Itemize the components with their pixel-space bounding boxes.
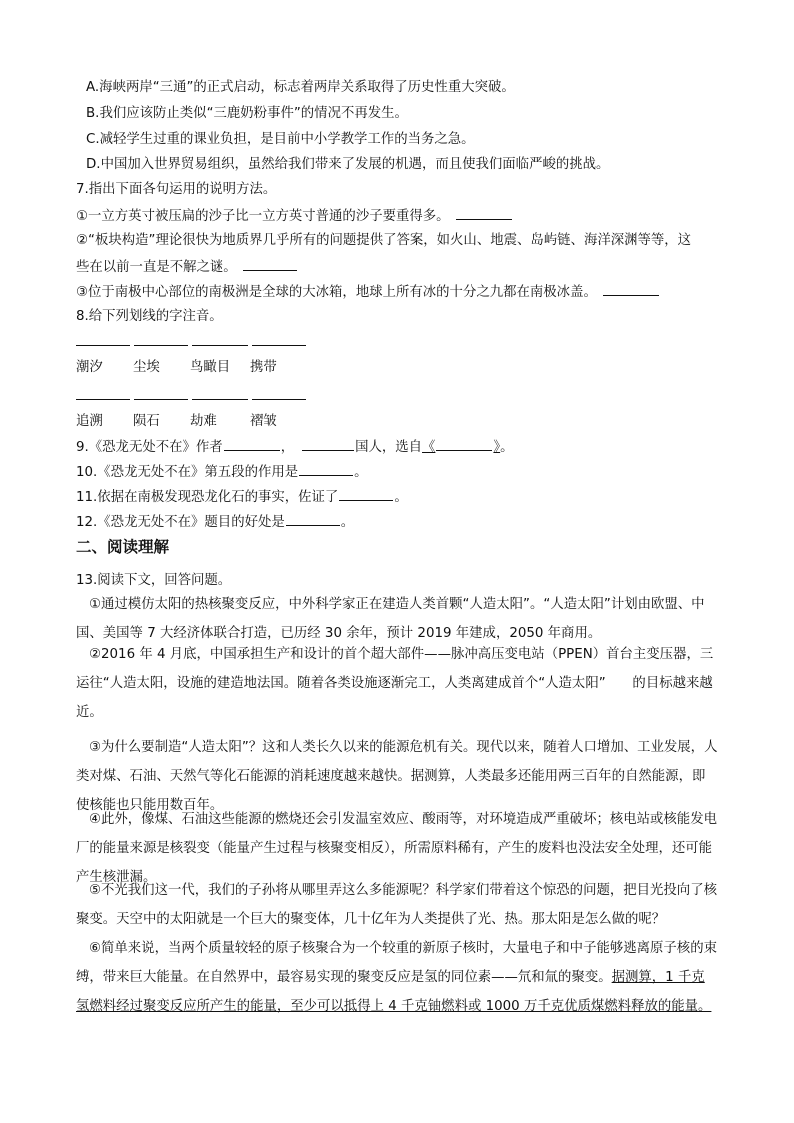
q6-option-a: A.海峡两岸“三通”的正式启动，标志着两岸关系取得了历史性重大突破。 xyxy=(86,80,515,95)
pinyin-blank[interactable] xyxy=(134,399,188,400)
question-9: 9.《恐龙无处不在》作者 ， 国人，选自《 》。 xyxy=(76,437,514,458)
underlined-sentence: 据测算，1 千克氢燃料经过聚变反应所产生的能量，至少可以抵得上 4 千克铀燃料或 1000 万千克优质煤燃料释放的能量。 xyxy=(76,970,712,1014)
q8-word: 鸟瞰目 xyxy=(190,360,231,375)
answer-blank[interactable] xyxy=(224,437,280,451)
q6-option-b: B.我们应该防止类似“三鹿奶粉事件”的情况不再发生。 xyxy=(86,106,408,121)
q6-option-c: C.减轻学生过重的课业负担，是目前中小学教学工作的当务之急。 xyxy=(86,132,475,147)
q13-paragraph-3: ③为什么要制造“人造太阳”？这和人类长久以来的能源危机有关。现代以来，随着人口增加、工业发展，人类对煤、石油、天然气等化石能源的消耗速度越来越快。据测算，人类最多还能用两三百年的自然能源，即使核能也只能用数百年。 xyxy=(76,740,718,813)
q8-word: 追溯 xyxy=(76,414,103,429)
pinyin-blank[interactable] xyxy=(192,399,248,400)
answer-blank[interactable] xyxy=(286,512,340,526)
pinyin-blank[interactable] xyxy=(192,345,248,346)
pinyin-blank[interactable] xyxy=(252,399,306,400)
q13-paragraph-6: ⑥简单来说，当两个质量较轻的原子核聚合为一个较重的新原子核时，大量电子和中子能够逃离原子核的束缚，带来巨大能量。在自然界中，最容易实现的聚变反应是氢的同位素——氘和氚的聚变。据测算，1 千克氢燃料经过聚变反应所产生的能量，至少可以抵得上 4 千克铀燃料或 1000 万千克优质煤燃料释放的能量。 xyxy=(76,941,717,1014)
q8-prompt: 8.给下列划线的字注音。 xyxy=(76,309,223,324)
q8-word: 陨石 xyxy=(133,414,160,429)
section-heading-reading: 二、阅读理解 xyxy=(76,538,170,556)
answer-blank[interactable] xyxy=(299,462,353,476)
q7-sentence-3: ③位于南极中心部位的南极洲是全球的大冰箱，地球上所有冰的十分之九都在南极冰盖。 xyxy=(76,282,660,303)
q7-sentence-1: ①一立方英寸被压扁的沙子比一立方英寸普通的沙子要重得多。 xyxy=(76,206,513,227)
answer-blank[interactable] xyxy=(436,437,492,451)
pinyin-blank[interactable] xyxy=(76,345,130,346)
q13-paragraph-1: ①通过模仿太阳的热核聚变反应，中外科学家正在建造人类首颗“人造太阳”。“人造太阳”计划由欧盟、中国、美国等 7 大经济体联合打造，已历经 30 余年，预计 2019 年建成，2050 年商用。 xyxy=(76,597,705,641)
pinyin-blank[interactable] xyxy=(76,399,130,400)
q6-option-d: D.中国加入世界贸易组织，虽然给我们带来了发展的机遇，而且使我们面临严峻的挑战。 xyxy=(86,157,610,172)
q8-word: 褶皱 xyxy=(250,414,277,429)
q7-prompt: 7.指出下面各句运用的说明方法。 xyxy=(76,182,277,197)
q8-word: 携带 xyxy=(250,360,277,375)
answer-blank[interactable] xyxy=(302,437,354,451)
q7-sentence-2-line-2: 些在以前一直是不解之谜。 xyxy=(76,257,298,278)
answer-blank[interactable] xyxy=(456,206,512,220)
q8-word: 尘埃 xyxy=(133,360,160,375)
q13-paragraph-5: ⑤不光我们这一代，我们的子孙将从哪里弄这么多能源呢？科学家们带着这个惊恐的问题，把目光投向了核聚变。天空中的太阳就是一个巨大的聚变体，几十亿年为人类提供了光、热。那太阳是怎么做的呢？ xyxy=(76,883,717,927)
q13-paragraph-4: ④此外，像煤、石油这些能源的燃烧还会引发温室效应、酸雨等，对环境造成严重破坏；核电站或核能发电厂的能量来源是核裂变（能量产生过程与核聚变相反），所需原料稀有，产生的废料也没法安全处理，还可能产生核泄漏。 xyxy=(76,812,717,885)
q13-paragraph-2: ②2016 年 4 月底，中国承担生产和设计的首个超大部件——脉冲高压变电站（PPEN）首台主变压器，三运往“人造太阳，设施的建造地法国。随着各类设施逐渐完工，人类离建成首个“人造太阳” 的目标越来越近。 xyxy=(76,647,714,720)
question-12: 12.《恐龙无处不在》题目的好处是 。 xyxy=(76,512,354,533)
pinyin-blank[interactable] xyxy=(134,345,188,346)
question-11: 11.依据在南极发现恐龙化石的事实，佐证了 。 xyxy=(76,487,408,508)
q13-prompt: 13.阅读下文，回答问题。 xyxy=(76,573,232,588)
q8-word: 劫难 xyxy=(190,414,217,429)
q7-sentence-2-line-1: ②“板块构造”理论很快为地质界几乎所有的问题提供了答案，如火山、地震、岛屿链、海洋深渊等等，这 xyxy=(76,233,692,248)
pinyin-blank[interactable] xyxy=(252,345,306,346)
q8-word: 潮汐 xyxy=(76,360,103,375)
answer-blank[interactable] xyxy=(603,282,659,296)
question-10: 10.《恐龙无处不在》第五段的作用是 。 xyxy=(76,462,368,483)
answer-blank[interactable] xyxy=(243,257,297,271)
answer-blank[interactable] xyxy=(339,487,393,501)
